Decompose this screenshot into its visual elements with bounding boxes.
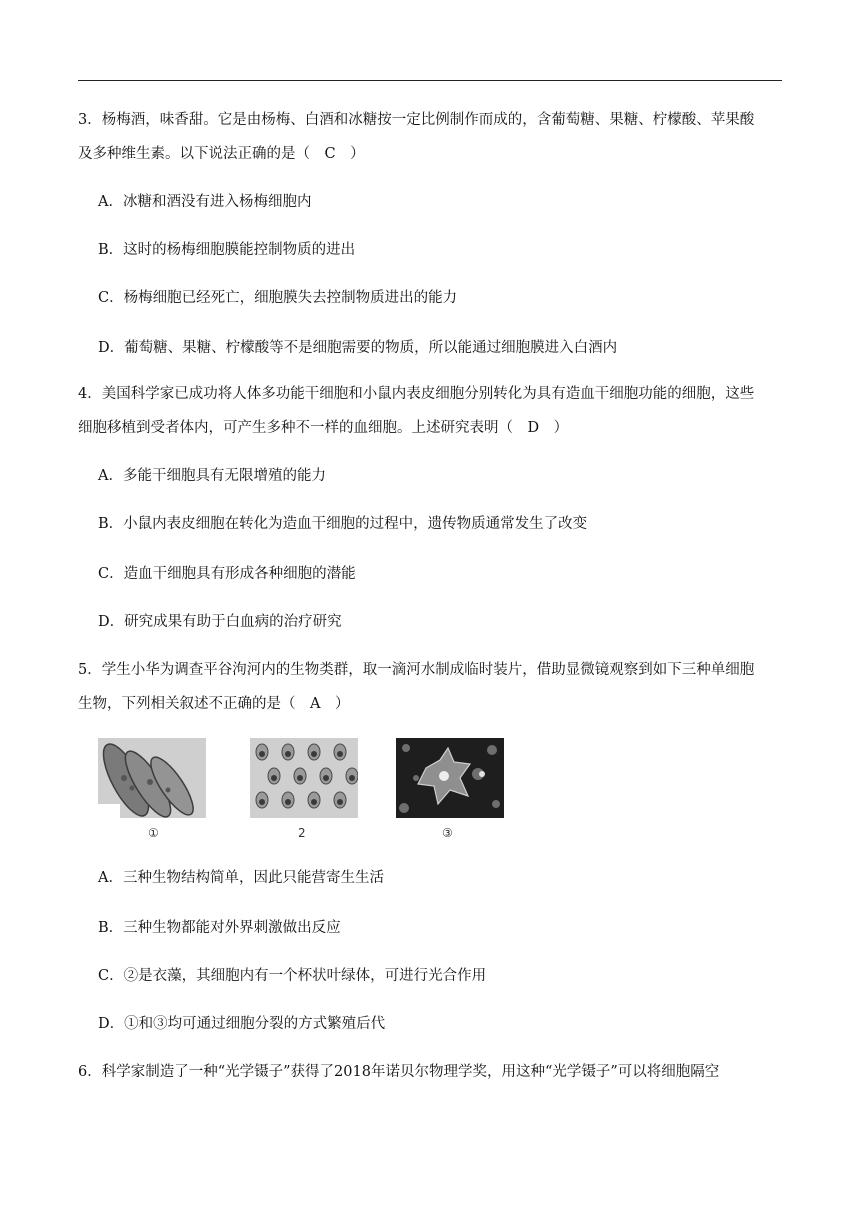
header-rule [78,80,782,81]
figure-amoeba [396,738,504,818]
figure-chlamydomonas [250,738,358,818]
q3-option-c: C．杨梅细胞已经死亡，细胞膜失去控制物质进出的能力 [98,290,458,306]
q4-stem-line-1: 4．美国科学家已成功将人体多功能干细胞和小鼠内表皮细胞分别转化为具有造血干细胞功能的细胞，这些 [78,386,755,402]
microscope-figures [98,738,518,848]
q6-stem-line-1: 6．科学家制造了一种“光学镊子”获得了2018年诺贝尔物理学奖，用这种“光学镊子”可以将细胞隔空 [78,1064,720,1080]
q3-option-a: A．冰糖和酒没有进入杨梅细胞内 [98,194,312,210]
q5-stem-line-1: 5．学生小华为调查平谷泃河内的生物类群，取一滴河水制成临时装片，借助显微镜观察到如下三种单细胞 [78,662,755,678]
q4-option-a: A．多能干细胞具有无限增殖的能力 [98,468,326,484]
figure-caption-1: ① [148,826,159,840]
figure-caption-2: 2 [298,826,306,840]
figure-caption-3: ③ [442,826,453,840]
q4-option-d: D．研究成果有助于白血病的治疗研究 [98,614,342,630]
q3-stem-line-1: 3．杨梅酒，味香甜。它是由杨梅、白酒和冰糖按一定比例制作而成的，含葡萄糖、果糖、柠檬酸、苹果酸 [78,112,755,128]
q5-stem-line-2: 生物，下列相关叙述不正确的是（ A ） [78,696,350,712]
q4-option-b: B．小鼠内表皮细胞在转化为造血干细胞的过程中，遗传物质通常发生了改变 [98,516,588,532]
q3-stem-line-2: 及多种维生素。以下说法正确的是（ C ） [78,146,365,162]
q3-option-d: D．葡萄糖、果糖、柠檬酸等不是细胞需要的物质，所以能通过细胞膜进入白酒内 [98,340,618,356]
q5-option-a: A．三种生物结构简单，因此只能营寄生生活 [98,870,384,886]
q5-option-d: D．①和③均可通过细胞分裂的方式繁殖后代 [98,1016,386,1032]
q5-option-b: B．三种生物都能对外界刺激做出反应 [98,920,341,936]
q4-stem-line-2: 细胞移植到受者体内，可产生多种不一样的血细胞。上述研究表明（ D ） [78,420,569,436]
figure-paramecium [98,738,206,818]
q4-option-c: C．造血干细胞具有形成各种细胞的潜能 [98,566,356,582]
q3-option-b: B．这时的杨梅细胞膜能控制物质的进出 [98,242,356,258]
q5-option-c: C．②是衣藻，其细胞内有一个杯状叶绿体，可进行光合作用 [98,968,487,984]
